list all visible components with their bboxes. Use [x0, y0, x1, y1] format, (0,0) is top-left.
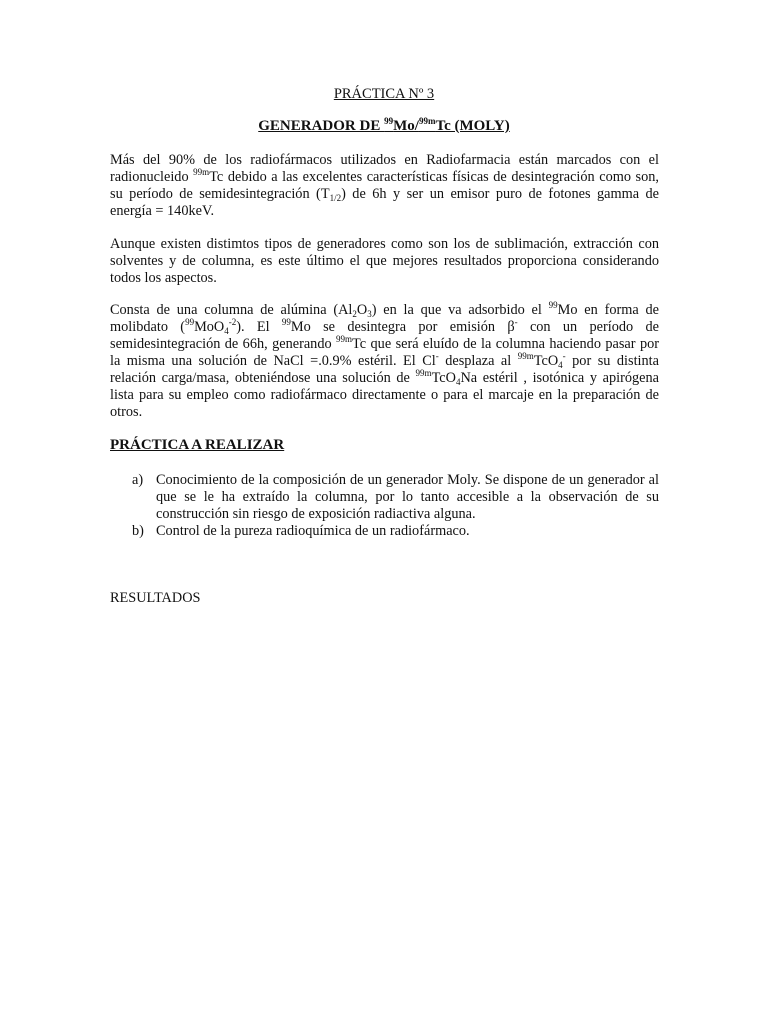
column-description-paragraph — [110, 302, 659, 421]
list-item-marker: b) — [132, 523, 144, 539]
p3-text-m: TcO — [431, 370, 456, 386]
p3-cl-charge: - — [435, 351, 439, 361]
p1-text-c: ) de 6h y ser un emisor puro de fotones gamma de energía = 140keV. — [110, 186, 659, 219]
p3-moo-sub: 4 — [224, 326, 229, 336]
p3-moo-charge: -2 — [228, 317, 237, 327]
list-item-text: Control de la pureza radioquímica de un radiofármaco. — [156, 523, 470, 539]
p1-text-b: Tc debido a las excelentes características físicas de desintegración como son, su período de semidesintegración (T — [110, 169, 659, 202]
p3-tco-charge: - — [562, 351, 566, 361]
p3-text-e: MoO — [194, 319, 225, 335]
list-item — [110, 523, 659, 540]
p3-text-b: O — [356, 302, 368, 318]
heading-tc: Tc (MOLY) — [435, 118, 510, 134]
list-item — [110, 472, 659, 523]
p1-text-a: Más del 90% de los radiofármacos utilizados en Radiofarmacia están marcados con el radionucleido — [110, 152, 659, 185]
practice-title: PRÁCTICA Nº 3 — [333, 86, 435, 102]
p3-tc-mass: 99m — [336, 334, 353, 344]
p3-text-a: Consta de una columna de alúmina (Al — [110, 302, 353, 318]
p3-o-sub: 3 — [367, 309, 372, 319]
task-list — [110, 472, 659, 540]
p3-tc3-mass: 99m — [415, 368, 432, 378]
generator-types-paragraph: Aunque existen distimtos tipos de generadores como son los de sublimación, extracción con solventes y de columna, es este último el que mejores resultados proporciona considerando todos los aspectos. — [110, 236, 659, 286]
p3-text-n: Na estéril , isotónica y apirógena lista para su empleo como radiofármaco directamente o para el marcaje en la preparación de otros. — [110, 370, 659, 420]
p3-mo-mass: 99 — [548, 300, 558, 310]
p3-beta-sup: - — [514, 317, 518, 327]
results-label: RESULTADOS — [110, 590, 201, 606]
p3-text-g: Mo se desintegra por emisión β — [290, 319, 515, 335]
p1-half-life-sub: 1/2 — [329, 193, 342, 203]
p3-mo3-mass: 99 — [281, 317, 291, 327]
section-title-practice: PRÁCTICA A REALIZAR — [110, 437, 285, 453]
p3-text-c: ) en la que va adsorbido el — [371, 302, 549, 318]
heading-tc-mass: 99m — [418, 116, 436, 126]
p3-tco-sub: 4 — [558, 360, 563, 370]
p3-text-h: con un período de semidesintegración de 66h, generando — [110, 319, 659, 352]
p3-al-sub: 2 — [352, 309, 357, 319]
p3-text-j: desplaza al — [438, 353, 518, 369]
generator-heading — [0, 118, 768, 135]
p3-mo2-mass: 99 — [185, 317, 195, 327]
p3-text-i: Tc que será eluído de la columna haciendo pasar por la misma una solución de NaCl =.0.9% estéril. El Cl — [110, 336, 659, 369]
p1-tc-mass: 99m — [193, 167, 210, 177]
list-item-marker: a) — [132, 472, 144, 488]
p3-text-l: por su distinta relación carga/masa, obteniéndose una solución de — [110, 353, 659, 386]
list-item-text: Conocimiento de la composición de un generador Moly. Se dispone de un generador al que se le ha extraído la columna, por lo tanto accesible a la observación de su construcción sin riesgo de exposición radiactiva alguna. — [156, 472, 659, 522]
p3-tc2-mass: 99m — [517, 351, 534, 361]
heading-prefix: GENERADOR DE — [258, 118, 385, 134]
heading-mo: Mo/ — [393, 118, 419, 134]
p3-tco2-sub: 4 — [455, 377, 461, 387]
intro-paragraph — [110, 152, 659, 220]
p3-text-k: TcO — [533, 353, 559, 369]
heading-mo-mass: 99 — [384, 116, 394, 126]
p3-text-d: Mo en forma de molibdato ( — [110, 302, 659, 335]
p3-text-f: ). El — [236, 319, 282, 335]
